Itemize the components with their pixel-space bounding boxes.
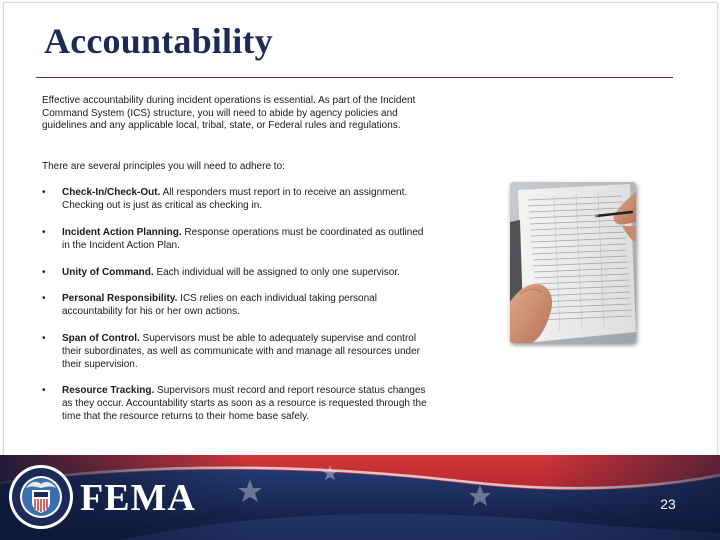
principle-text: ICS relies on each individual taking personal accountability for his or her own actions. [62,293,377,317]
spreadsheet-photo-illustration [510,182,636,343]
spreadsheet-photo [510,182,636,343]
title-divider [36,77,673,78]
principle-text: Each individual will be assigned to only one supervisor. [153,267,400,278]
principle-term: Resource Tracking. [62,385,155,396]
bullet-icon: • [42,267,46,278]
principle-text: Response operations must be coordinated as outlined in the Incident Action Plan. [62,227,424,251]
bullet-icon: • [42,187,46,198]
page-number: 23 [660,496,676,512]
page-title: Accountability [44,21,273,61]
bullet-icon: • [42,227,46,238]
principle-term: Personal Responsibility. [62,293,178,304]
bullet-icon: • [42,333,46,344]
dhs-seal-logo [8,464,74,530]
principle-term: Incident Action Planning. [62,227,182,238]
bullet-icon: • [42,293,46,304]
principle-text: All responders must report in to receive an assignment. Checking out is just as critical as checking in. [62,187,408,211]
principle-text: Supervisors must be able to adequately supervise and control their subordinates, as well as communicate with and manage all resources under their supervision. [62,333,420,370]
fema-wordmark: FEMA [80,477,196,519]
intro-paragraph: Effective accountability during incident operations is essential. As part of the Incident Command System (ICS) structure, you will need to abide by agency policies and guidelines and any applicable local, tribal, state, or Federal rules and regulations. [42,95,416,131]
principle-text: Supervisors must record and report resource status changes as they occur. Accountability starts as soon as a resource is requested through the time that the resource returns to their home base safely. [62,385,427,422]
bullet-icon: • [42,385,46,396]
principle-term: Check-In/Check-Out. [62,187,161,198]
principle-term: Span of Control. [62,333,140,344]
principle-term: Unity of Command. [62,267,154,278]
principles-intro: There are several principles you will need to adhere to: [42,161,285,172]
